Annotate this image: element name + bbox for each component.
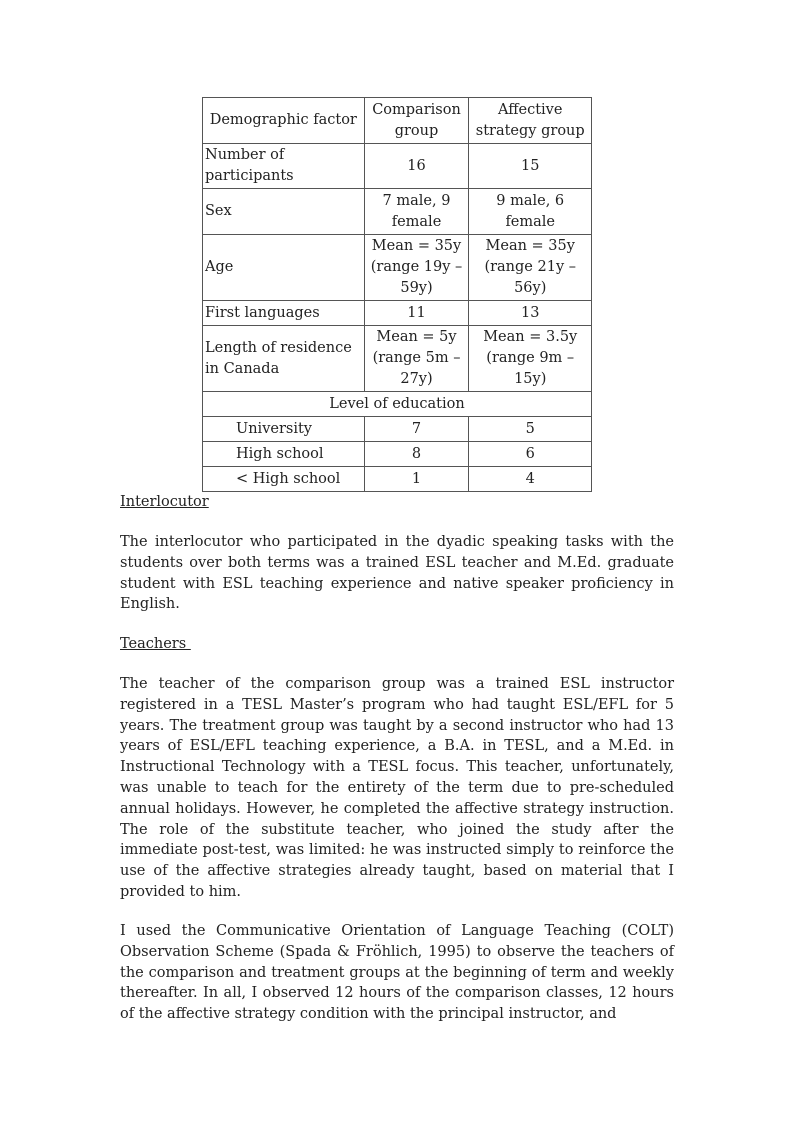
- teachers-heading: Teachers: [120, 636, 191, 652]
- table-row: [203, 301, 592, 326]
- row-label: Age: [203, 235, 365, 301]
- comparison-value: 7 male, 9 female: [364, 189, 469, 235]
- colt-paragraph: I used the Communicative Orientation of Language Teaching (COLT) Observation Scheme (Spada & Fröhlich, 1995) to observe the teachers of the comparison and treatment groups at the beginning of term and weekly thereafter. In all, I observed 12 hours of the comparison classes, 12 hours of the affective strategy condition with the principal instructor, and: [120, 923, 674, 1023]
- affective-value: 9 male, 6 female: [469, 189, 592, 235]
- affective-value: 15: [469, 144, 592, 189]
- comparison-value: 8: [364, 442, 469, 467]
- interlocutor-heading: Interlocutor: [120, 494, 209, 510]
- row-label: Number of participants: [203, 144, 365, 189]
- row-label: Sex: [203, 189, 365, 235]
- header-demographic-factor: Demographic factor: [203, 98, 365, 144]
- header-affective-strategy-group: Affective strategy group: [469, 98, 592, 144]
- header-comparison-group: Comparison group: [364, 98, 469, 144]
- level-of-education-label: Level of education: [203, 392, 592, 417]
- table-row: [203, 442, 592, 467]
- table-row: [203, 326, 592, 392]
- comparison-value: 16: [364, 144, 469, 189]
- table-span-row: [203, 392, 592, 417]
- row-label: Length of residence in Canada: [203, 326, 365, 392]
- table-row: [203, 417, 592, 442]
- table-header-row: [203, 98, 592, 144]
- affective-value: 6: [469, 442, 592, 467]
- demographics-table: [202, 97, 592, 492]
- comparison-value: Mean = 35y (range 19y – 59y): [364, 235, 469, 301]
- teachers-paragraph: The teacher of the comparison group was a trained ESL instructor registered in a TESL Master’s program who had taught ESL/EFL for 5 years. The treatment group was taught by a second instructor who had 13 years of ESL/EFL teaching experience, a B.A. in TESL, and a M.Ed. in Instructional Technology with a TESL focus. This teacher, unfortunately, was unable to teach for the entirety of the term due to pre-scheduled annual holidays. However, he completed the affective strategy instruction. The role of the substitute teacher, who joined the study after the immediate post-test, was limited: he was instructed simply to reinforce the use of the affective strategies already taught, based on material that I provided to him.: [120, 676, 674, 900]
- affective-value: 4: [469, 467, 592, 492]
- affective-value: 5: [469, 417, 592, 442]
- table-row: [203, 235, 592, 301]
- table-row: [203, 189, 592, 235]
- row-label: High school: [203, 442, 365, 467]
- table-row: [203, 144, 592, 189]
- interlocutor-paragraph: The interlocutor who participated in the dyadic speaking tasks with the students over both terms was a trained ESL teacher and M.Ed. graduate student with ESL teaching experience and native speaker proficiency in English.: [120, 534, 674, 613]
- comparison-value: 1: [364, 467, 469, 492]
- affective-value: Mean = 35y (range 21y – 56y): [469, 235, 592, 301]
- affective-value: Mean = 3.5y (range 9m – 15y): [469, 326, 592, 392]
- comparison-value: 7: [364, 417, 469, 442]
- comparison-value: 11: [364, 301, 469, 326]
- comparison-value: Mean = 5y (range 5m – 27y): [364, 326, 469, 392]
- table-row: [203, 467, 592, 492]
- affective-value: 13: [469, 301, 592, 326]
- row-label: First languages: [203, 301, 365, 326]
- row-label: < High school: [203, 467, 365, 492]
- row-label: University: [203, 417, 365, 442]
